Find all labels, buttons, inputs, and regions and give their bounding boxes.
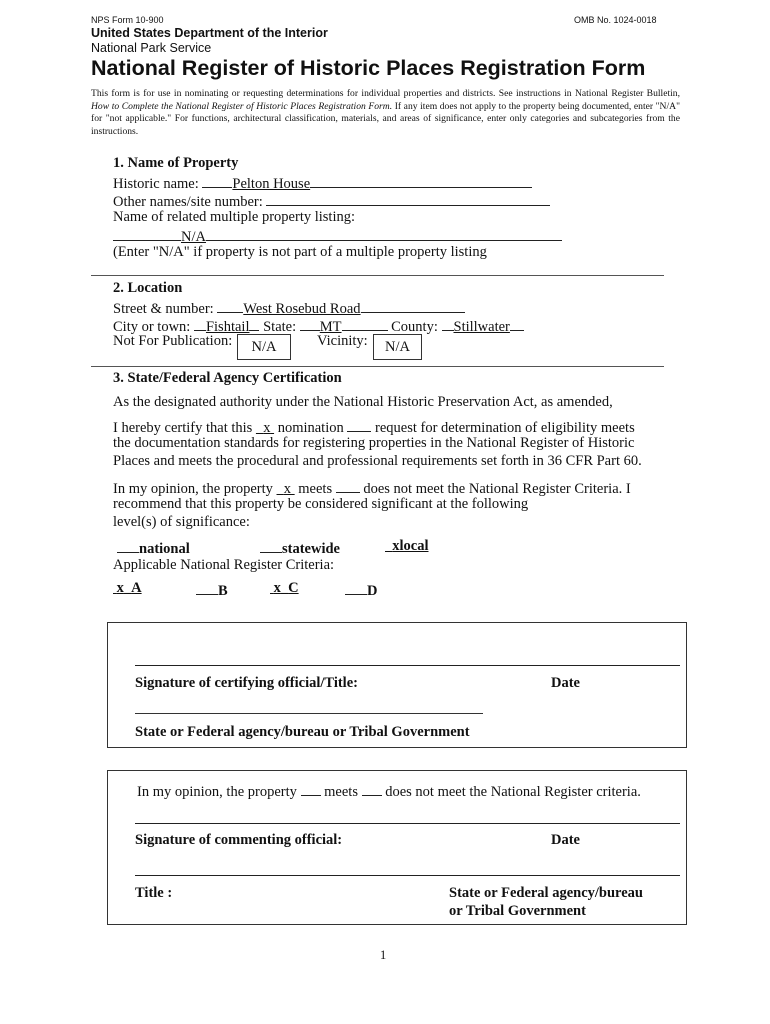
- level-statewide[interactable]: [260, 538, 340, 558]
- commenting-date-label: Date: [551, 832, 580, 848]
- related-listing-row: [113, 226, 562, 246]
- state-value[interactable]: MT: [319, 319, 342, 335]
- city-value[interactable]: Fishtail: [205, 319, 250, 335]
- related-listing-label: Name of related multiple property listing:: [113, 209, 356, 225]
- historic-name-label: Historic name:: [113, 176, 203, 192]
- commenting-signature-line[interactable]: [135, 823, 680, 824]
- title-label: Title :: [135, 885, 173, 901]
- street-label: Street & number:: [113, 301, 218, 317]
- county-value[interactable]: Stillwater: [453, 319, 510, 335]
- not-for-publication-box[interactable]: N/A: [237, 334, 291, 360]
- level-local[interactable]: [385, 538, 429, 555]
- nomination-label: nomination: [274, 420, 348, 436]
- certifying-signature-line[interactable]: [135, 665, 680, 666]
- criteria-d-label: D: [367, 583, 378, 599]
- department-name: United States Department of the Interior: [91, 26, 328, 40]
- comment-agency-line-1: State or Federal agency/bureau: [449, 885, 643, 901]
- criteria-c[interactable]: x_C: [273, 580, 299, 596]
- comment-does-not-meet-label: does not meet the National Register criteria.: [381, 784, 641, 800]
- nomination-mark: x: [263, 420, 271, 436]
- county-label: County:: [387, 319, 442, 335]
- comment-does-not-meet-checkbox[interactable]: [362, 781, 382, 796]
- omb-number: OMB No. 1024-0018: [574, 15, 657, 25]
- meets-label: meets: [294, 481, 336, 497]
- criteria-d[interactable]: [345, 580, 377, 600]
- historic-name-value[interactable]: Pelton House: [232, 176, 311, 192]
- vicinity-box[interactable]: N/A: [373, 334, 422, 360]
- opinion-line-2: recommend that this property be considered significant at the following: [113, 496, 529, 512]
- authority-text: As the designated authority under the National Historic Preservation Act, as amended,: [113, 394, 613, 410]
- section2-heading: 2. Location: [113, 280, 183, 296]
- other-names-row: [113, 191, 550, 211]
- intro-italic-text: How to Complete the National Register of Historic Places Registration Form.: [91, 100, 393, 112]
- section1-heading: 1. Name of Property: [113, 155, 239, 171]
- criteria-a-label: A: [131, 580, 142, 596]
- agency-label: State or Federal agency/bureau or Tribal Government: [135, 724, 470, 740]
- opinion-text: In my opinion, the property: [113, 481, 277, 497]
- vicinity-label: Vicinity:: [317, 333, 368, 349]
- other-names-field[interactable]: [266, 191, 550, 206]
- form-number: NPS Form 10-900: [91, 15, 164, 25]
- criteria-b[interactable]: [196, 580, 228, 600]
- criteria-c-label: C: [288, 580, 299, 596]
- level-local-label: local: [399, 538, 429, 554]
- title-line[interactable]: [135, 875, 680, 876]
- request-label: request for determination of eligibility meets: [371, 420, 635, 436]
- comment-meets-label: meets: [320, 784, 362, 800]
- opinion-line-1: [113, 478, 631, 498]
- street-value[interactable]: West Rosebud Road: [243, 301, 361, 317]
- comment-agency-line-2: or Tribal Government: [449, 903, 586, 919]
- certify-line-2: the documentation standards for registering properties in the National Register of Historic: [113, 435, 635, 451]
- agency-line[interactable]: [135, 713, 483, 714]
- level-statewide-label: statewide: [282, 541, 340, 557]
- does-not-meet-checkbox[interactable]: [336, 478, 360, 493]
- city-label: City or town:: [113, 319, 194, 335]
- criteria-a[interactable]: x_A: [116, 580, 142, 596]
- does-not-meet-label: does not meet the National Register Criteria. I: [359, 481, 631, 497]
- state-label: State:: [259, 319, 300, 335]
- level-local-mark: x: [392, 538, 400, 554]
- certify-text: I hereby certify that this: [113, 420, 256, 436]
- intro-text-1: This form is for use in nominating or requesting determinations for individual properties and districts. See instructions in National Register Bulletin,: [91, 88, 680, 99]
- criteria-label: Applicable National Register Criteria:: [113, 557, 335, 573]
- page-title: National Register of Historic Places Registration Form: [91, 56, 646, 80]
- section-divider: [91, 366, 664, 367]
- criteria-a-mark: x: [116, 580, 124, 596]
- level-national[interactable]: [117, 538, 190, 558]
- page-number: 1: [380, 948, 387, 962]
- comment-meets-checkbox[interactable]: [301, 781, 321, 796]
- criteria-c-mark: x: [273, 580, 281, 596]
- meets-checkbox[interactable]: [277, 481, 295, 497]
- certify-line-3: Places and meets the procedural and professional requirements set forth in 36 CFR Part 60.: [113, 453, 642, 469]
- certify-line-1: [113, 417, 635, 437]
- opinion-line-3: level(s) of significance:: [113, 514, 250, 530]
- not-for-publication-label: Not For Publication:: [113, 333, 233, 349]
- section3-heading: 3. State/Federal Agency Certification: [113, 370, 342, 386]
- certifying-date-label: Date: [551, 675, 580, 691]
- comment-opinion-row: [137, 781, 641, 801]
- street-row: [113, 298, 465, 318]
- level-national-label: national: [139, 541, 190, 557]
- comment-opinion-text: In my opinion, the property: [137, 784, 301, 800]
- related-listing-value[interactable]: N/A: [181, 229, 206, 245]
- certifying-signature-label: Signature of certifying official/Title:: [135, 675, 358, 691]
- request-checkbox[interactable]: [347, 417, 371, 432]
- meets-mark: x: [283, 481, 292, 497]
- multiple-listing-note: (Enter "N/A" if property is not part of a multiple property listing: [113, 244, 487, 260]
- criteria-b-label: B: [218, 583, 228, 599]
- commenting-signature-label: Signature of commenting official:: [135, 832, 343, 848]
- intro-paragraph: [91, 88, 680, 138]
- service-name: National Park Service: [91, 41, 212, 55]
- section-divider: [91, 275, 664, 276]
- historic-name-row: [113, 173, 532, 193]
- other-names-label: Other names/site number:: [113, 194, 267, 210]
- nomination-checkbox[interactable]: [256, 420, 274, 436]
- intro-text-2: If any item does not apply to the property being documented, enter "N/A" for "not applicable." For functions, architectural classification, materials, and areas of significance, enter only categories and subcategories from the instructions.: [91, 100, 680, 137]
